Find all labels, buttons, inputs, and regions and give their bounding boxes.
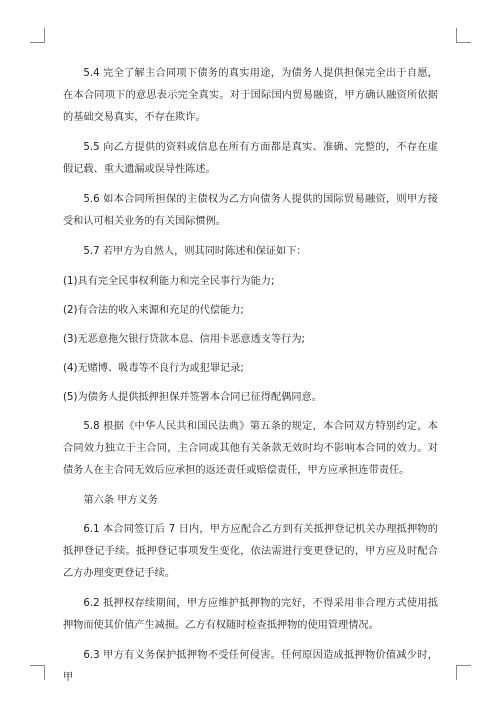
crop-mark-top-left (30, 28, 45, 43)
crop-mark-top-right (456, 28, 471, 43)
clause-5-4: 5.4 完全了解主合同项下债务的真实用途，为债务人提供担保完全出于自愿，在本合同项下的意思表示完全真实。对于国际国内贸易融资，甲方确认融资所依据的基础交易真实，不存在欺诈。 (63, 68, 438, 123)
document-body (63, 63, 438, 697)
clause-5-7-item-5: (5)为债务人提供抵押担保并签署本合同已征得配偶同意。 (63, 392, 322, 403)
article-6-heading: 第六条 甲方义务 (83, 495, 158, 506)
crop-mark-bottom-left (30, 665, 45, 680)
clause-6-2: 6.2 抵押权存续期间，甲方应维护抵押物的完好，不得采用非合理方式使用抵押物而使其价值产生减损。乙方有权随时检查抵押物的使用管理情况。 (63, 598, 438, 631)
clause-6-3: 6.3 甲方有义务保护抵押物不受任何侵害。任何原因造成抵押物价值减少时，甲 (63, 650, 438, 683)
clause-5-6: 5.6 如本合同所担保的主债权为乙方向债务人提供的国际贸易融资，则甲方接受和认可相关业务的有关国际惯例。 (63, 194, 438, 227)
clause-5-8: 5.8 根据《中华人民共和国民法典》第五条的规定，本合同双方特别约定，本合同效力独立于主合同，主合同或其他有关条款无效时均不影响本合同的效力。对债务人在主合同无效后应承担的返还责任或赔偿责任，甲方应承担连带责任。 (63, 421, 438, 476)
clause-5-7-item-2: (2)有合法的收入来源和充足的代偿能力; (63, 305, 244, 316)
clause-5-7-item-4: (4)无赌博、吸毒等不良行为或犯罪记录; (63, 363, 244, 374)
crop-mark-bottom-right (456, 665, 471, 680)
clause-5-5: 5.5 向乙方提供的资料或信息在所有方面都是真实、准确、完整的，不存在虚假记载、重大遗漏或误导性陈述。 (63, 142, 438, 175)
clause-5-7-item-3: (3)无恶意拖欠银行贷款本息、信用卡恶意透支等行为; (63, 334, 305, 345)
clause-5-7: 5.7 若甲方为自然人，则其同时陈述和保证如下： (83, 246, 307, 257)
clause-6-1: 6.1 本合同签订后 7 日内，甲方应配合乙方到有关抵押登记机关办理抵押物的抵押登记手续。抵押登记事项发生变化，依法需进行变更登记的，甲方应及时配合乙方办理变更登记手续。 (63, 524, 438, 579)
clause-5-7-item-1: (1)具有完全民事权利能力和完全民事行为能力; (63, 276, 275, 287)
